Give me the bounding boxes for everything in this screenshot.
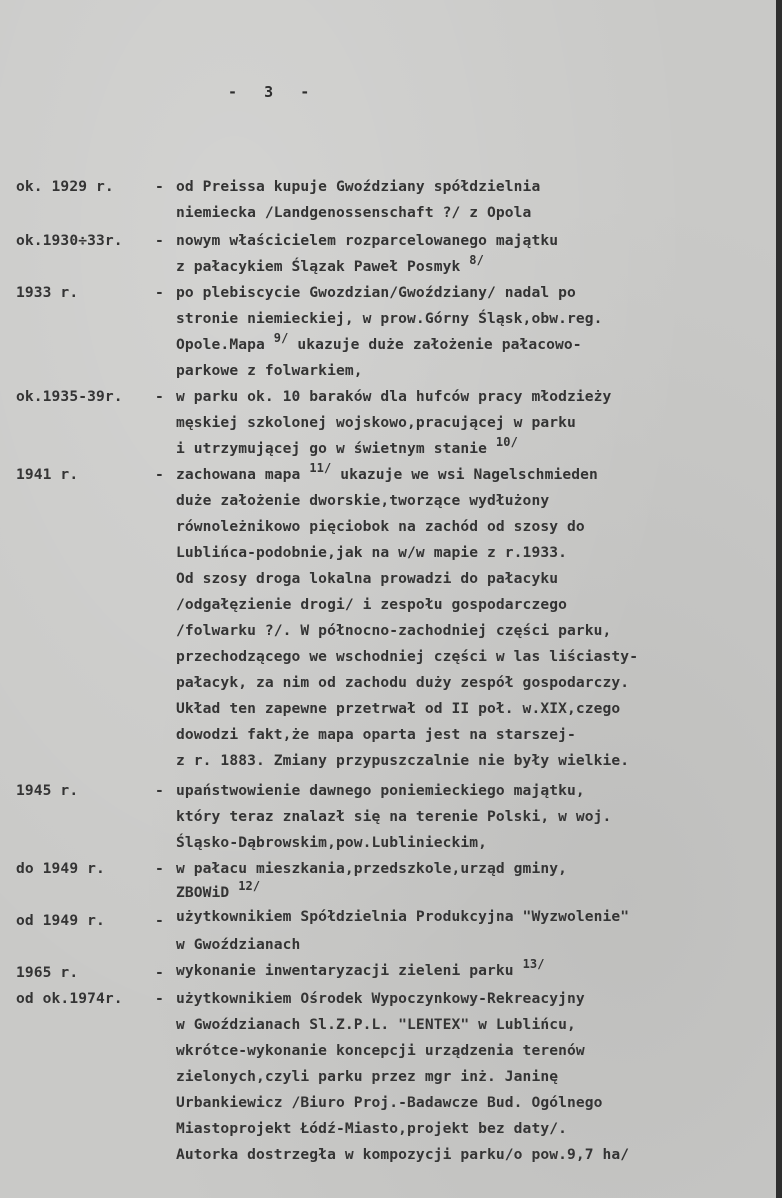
entry-line — [176, 1068, 558, 1086]
entry-line-text: upaństwowienie dawnego poniemieckiego majątku, — [176, 782, 585, 799]
entry-date: do 1949 r. — [16, 860, 105, 877]
entry-line — [176, 1042, 585, 1060]
footnote-marker: 12/ — [238, 879, 261, 893]
entry-line — [176, 310, 603, 328]
entry-line — [176, 957, 545, 980]
entry-line — [176, 1146, 629, 1164]
entry-line-text: Autorka dostrzegła w kompozycji parku/o pow.9,7 ha/ — [176, 1146, 630, 1163]
entry-line-text: /odgałęzienie drogi/ i zespołu gospodarczego — [176, 596, 567, 613]
entry-line — [176, 435, 518, 458]
entry-line — [176, 834, 487, 852]
entry-line-text: dowodzi fakt,że mapa oparta jest na starszej- — [176, 726, 576, 743]
entry-dash: - — [155, 990, 164, 1007]
entry-line-text: i utrzymującej go w świetnym stanie — [176, 440, 488, 457]
entry-line-text: stronie niemieckiej, w prow.Górny Śląsk,obw.reg. — [176, 310, 603, 327]
entry-line — [176, 362, 363, 380]
entry-line-text: Śląsko-Dąbrowskim,pow.Lublinieckim, — [176, 834, 488, 851]
entry-line-text: przechodzącego we wschodniej części w las liściasty- — [176, 648, 639, 665]
entry-line-text: zachowana mapa — [176, 466, 301, 483]
entry-date: ok.1935-39r. — [16, 388, 123, 405]
entry-line — [176, 990, 585, 1008]
entry-line-text: Miastoprojekt Łódź-Miasto,projekt bez daty/. — [176, 1120, 567, 1137]
entry-line — [176, 388, 611, 406]
entry-dash: - — [155, 860, 164, 877]
entry-line-text: użytkownikiem Spółdzielnia Produkcyjna "Wyzwolenie" — [176, 908, 630, 925]
entry-line — [176, 674, 629, 692]
entry-line — [176, 204, 531, 222]
entry-line — [176, 648, 638, 666]
footnote-marker: 11/ — [309, 461, 332, 475]
entry-date: 1941 r. — [16, 466, 79, 483]
entry-line-text: w Gwoździanach — [176, 936, 301, 953]
entry-line-text: Opole.Mapa — [176, 336, 265, 353]
entry-date: od ok.1974r. — [16, 990, 123, 1007]
entry-line-text: parkowe z folwarkiem, — [176, 362, 363, 379]
entry-dash: - — [155, 466, 164, 483]
entry-line-text: zielonych,czyli parku przez mgr inż. Janinę — [176, 1068, 559, 1085]
entry-line — [176, 544, 567, 562]
entry-line — [176, 1094, 603, 1112]
entry-line-text: pałacyk, za nim od zachodu duży zespół gospodarczy. — [176, 674, 630, 691]
entry-date: ok.1930÷33r. — [16, 232, 123, 249]
entry-line-text: od Preissa kupuje Gwoździany spółdzielnia — [176, 178, 541, 195]
entry-line — [176, 178, 540, 196]
entry-date: ok. 1929 r. — [16, 178, 114, 195]
page-number: - 3 - — [228, 83, 310, 101]
entry-line-text: ZBOWiD — [176, 884, 230, 901]
entry-line-text: niemiecka /Landgenossenschaft ?/ z Opola — [176, 204, 532, 221]
entry-line — [176, 570, 558, 588]
entry-line — [176, 232, 558, 250]
entry-date: 1945 r. — [16, 782, 79, 799]
entry-line-text: w Gwoździanach Sl.Z.P.L. "LENTEX" w Lublińcu, — [176, 1016, 576, 1033]
entry-line-text: z r. 1883. Zmiany przypuszczalnie nie były wielkie. — [176, 752, 630, 769]
entry-line-text: Urbankiewicz /Biuro Proj.-Badawcze Bud. Ogólnego — [176, 1094, 603, 1111]
entry-line — [176, 622, 611, 640]
entry-line — [176, 908, 629, 926]
entry-line-text: w pałacu mieszkania,przedszkole,urząd gminy, — [176, 860, 567, 877]
entry-line-text: po plebiscycie Gwozdzian/Gwoździany/ nadal po — [176, 284, 576, 301]
entry-line-text: który teraz znalazł się na terenie Polski, w woj. — [176, 808, 612, 825]
entry-line-text: ukazuje duże założenie pałacowo- — [297, 336, 582, 353]
entry-line — [176, 596, 567, 614]
footnote-marker: 13/ — [522, 957, 545, 971]
entry-dash: - — [155, 782, 164, 799]
entry-line — [176, 879, 261, 902]
entry-line — [176, 1120, 567, 1138]
entry-line-text: Od szosy droga lokalna prowadzi do pałacyku — [176, 570, 559, 587]
entry-line — [176, 461, 598, 484]
entry-line-text: nowym właścicielem rozparcelowanego majątku — [176, 232, 559, 249]
entry-line-text: równoleżnikowo pięciobok na zachód od szosy do — [176, 518, 585, 535]
entry-dash: - — [155, 388, 164, 405]
entry-line — [176, 936, 300, 954]
entry-dash: - — [155, 964, 164, 981]
entry-line — [176, 331, 582, 354]
entry-line-text: męskiej szkolonej wojskowo,pracującej w parku — [176, 414, 576, 431]
entry-line-text: użytkownikiem Ośrodek Wypoczynkowy-Rekreacyjny — [176, 990, 585, 1007]
entry-line — [176, 860, 567, 878]
entry-date: 1933 r. — [16, 284, 79, 301]
footnote-marker: 9/ — [273, 331, 289, 345]
entry-line-text: z pałacykiem Ślązak Paweł Posmyk — [176, 258, 461, 275]
entry-line-text: ukazuje we wsi Nagelschmieden — [340, 466, 598, 483]
entry-line — [176, 414, 576, 432]
entry-line-text: /folwarku ?/. W północno-zachodniej części parku, — [176, 622, 612, 639]
entry-line — [176, 782, 585, 800]
entry-date: od 1949 r. — [16, 912, 105, 929]
entry-dash: - — [155, 178, 164, 195]
entry-line — [176, 726, 576, 744]
entry-dash: - — [155, 912, 164, 929]
entry-line-text: w parku ok. 10 baraków dla hufców pracy młodzieży — [176, 388, 612, 405]
entry-line — [176, 284, 576, 302]
entry-line-text: duże założenie dworskie,tworzące wydłużony — [176, 492, 550, 509]
footnote-marker: 8/ — [469, 253, 484, 267]
entry-line-text: wykonanie inwentaryzacji zieleni parku — [176, 962, 514, 979]
entry-line-text: wkrótce-wykonanie koncepcji urządzenia terenów — [176, 1042, 585, 1059]
entry-line — [176, 253, 484, 276]
entry-line — [176, 518, 585, 536]
entry-date: 1965 r. — [16, 964, 79, 981]
entry-line — [176, 808, 611, 826]
entry-line — [176, 492, 549, 510]
entry-line — [176, 700, 620, 718]
entry-line-text: Lublińca-podobnie,jak na w/w mapie z r.1933. — [176, 544, 567, 561]
entry-dash: - — [155, 232, 164, 249]
entry-dash: - — [155, 284, 164, 301]
entry-line-text: Układ ten zapewne przetrwał od II poł. w.XIX,czego — [176, 700, 621, 717]
footnote-marker: 10/ — [495, 435, 518, 449]
entry-line — [176, 752, 629, 770]
scan-edge — [776, 0, 782, 1198]
entry-line — [176, 1016, 576, 1034]
